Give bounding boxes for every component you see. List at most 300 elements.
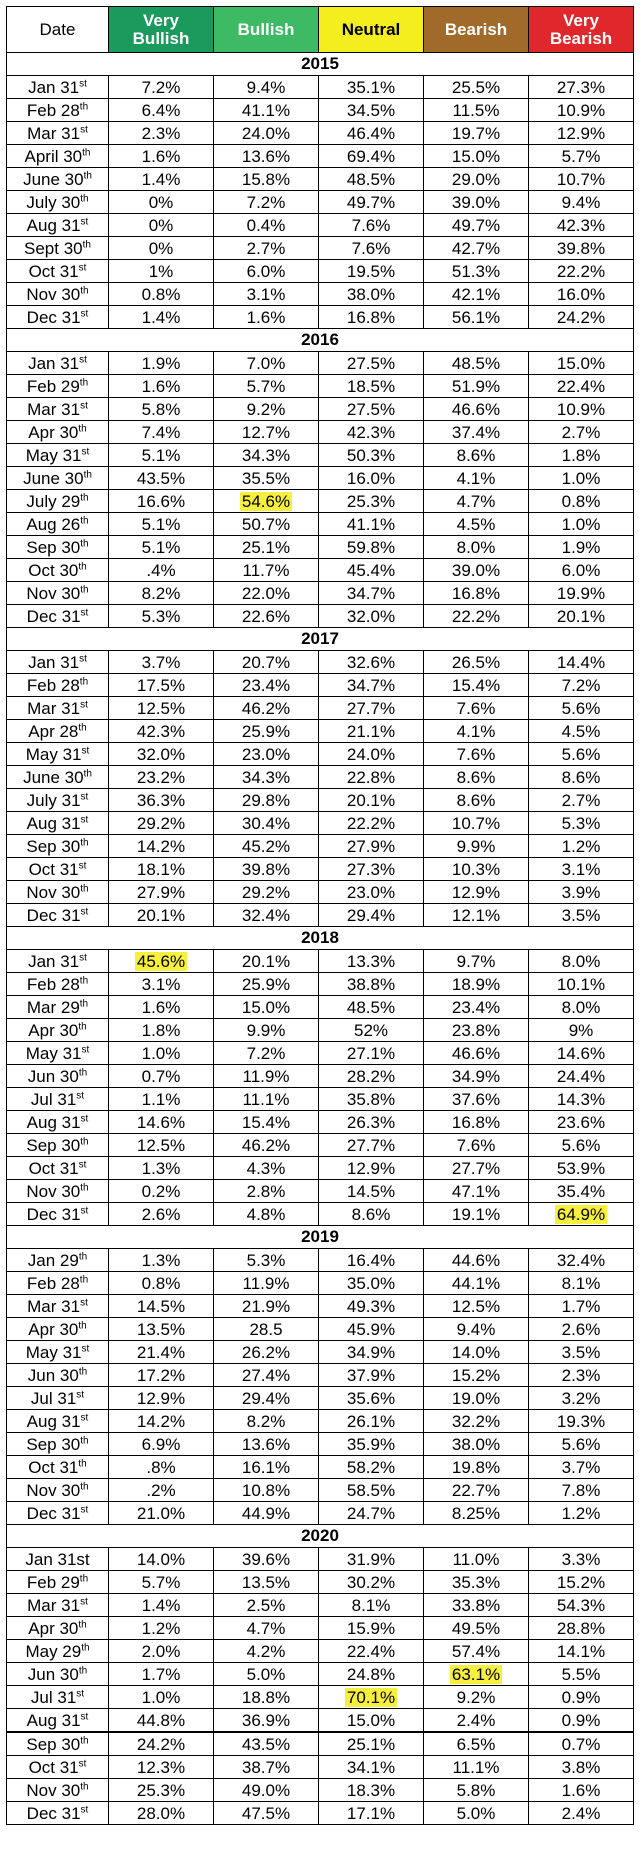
- date-text: June 30: [23, 468, 84, 488]
- value-cell: [109, 237, 214, 260]
- value-text: 12.5%: [136, 698, 186, 718]
- date-cell: [7, 1571, 109, 1594]
- date-text: Aug 31: [26, 1710, 81, 1730]
- value-cell: [529, 1433, 634, 1456]
- value-cell: [319, 283, 424, 306]
- date-suffix: st: [80, 606, 89, 618]
- value-cell: [424, 1802, 529, 1825]
- date-suffix: st: [80, 790, 89, 802]
- value-cell: [214, 306, 319, 329]
- date-suffix: th: [80, 1780, 89, 1792]
- table-row: [7, 1364, 634, 1387]
- value-text: 33.8%: [451, 1595, 501, 1615]
- date-cell: [7, 1042, 109, 1065]
- date-suffix: th: [78, 721, 87, 733]
- value-text: 49.0%: [241, 1780, 291, 1800]
- value-cell: [214, 1387, 319, 1410]
- date-text: Aug 31: [26, 813, 81, 833]
- date-suffix: th: [80, 583, 89, 595]
- value-text: 13.5%: [136, 1319, 186, 1339]
- value-cell: [109, 1709, 214, 1733]
- value-text: 9.2%: [246, 399, 286, 419]
- value-cell: [319, 996, 424, 1019]
- value-text: 29.2%: [136, 813, 186, 833]
- value-text: 30.2%: [346, 1572, 396, 1592]
- value-cell: [109, 904, 214, 927]
- value-cell: [529, 490, 634, 513]
- value-cell: [214, 1295, 319, 1318]
- value-cell: [109, 582, 214, 605]
- value-cell: [214, 996, 319, 1019]
- value-cell: [424, 1756, 529, 1779]
- table-row: [7, 444, 634, 467]
- value-cell: [214, 1341, 319, 1364]
- value-text: 16.0%: [346, 468, 396, 488]
- table-row: [7, 260, 634, 283]
- value-text: 43.5%: [136, 468, 186, 488]
- date-suffix: st: [81, 1342, 90, 1354]
- value-text: 5.8%: [141, 399, 181, 419]
- date-text: May 31: [25, 744, 82, 764]
- value-text: 27.5%: [346, 399, 396, 419]
- value-text: 5.6%: [561, 1434, 601, 1454]
- value-text: 8.6%: [561, 767, 601, 787]
- year-row: [7, 329, 634, 352]
- value-cell: [319, 1318, 424, 1341]
- value-text: 5.0%: [456, 1803, 496, 1823]
- value-cell: [214, 766, 319, 789]
- value-text: 10.7%: [451, 813, 501, 833]
- value-text: 22.8%: [346, 767, 396, 787]
- value-text: 4.1%: [456, 721, 496, 741]
- value-cell: [109, 674, 214, 697]
- value-text: 21.4%: [136, 1342, 186, 1362]
- value-text: 35.1%: [346, 77, 396, 97]
- date-text: Nov 30: [26, 1480, 81, 1500]
- value-text: 9.4%: [456, 1319, 496, 1339]
- value-cell: [319, 697, 424, 720]
- table-row: [7, 122, 634, 145]
- value-cell: [109, 444, 214, 467]
- value-text: 23.0%: [346, 882, 396, 902]
- value-cell: [319, 1364, 424, 1387]
- value-text: 2.5%: [246, 1595, 286, 1615]
- value-cell: [319, 858, 424, 881]
- value-cell: [109, 1180, 214, 1203]
- value-text: 7.6%: [351, 238, 391, 258]
- value-text: 37.4%: [451, 422, 501, 442]
- value-cell: [529, 1756, 634, 1779]
- date-text: Dec 31: [26, 307, 81, 327]
- value-text: 24.2%: [556, 307, 606, 327]
- value-text: 20.1%: [136, 905, 186, 925]
- date-text: Apr 28: [28, 721, 79, 741]
- table-row: [7, 99, 634, 122]
- value-text: 38.0%: [346, 284, 396, 304]
- value-text: 49.7%: [451, 215, 501, 235]
- value-text: 2.4%: [456, 1710, 496, 1730]
- value-text: 52%: [353, 1020, 389, 1040]
- date-text: Sept 30: [24, 238, 83, 258]
- date-cell: [7, 1502, 109, 1525]
- value-text: 1.0%: [141, 1687, 181, 1707]
- value-cell: [109, 605, 214, 628]
- value-cell: [424, 1295, 529, 1318]
- value-text: 3.2%: [561, 1388, 601, 1408]
- value-cell: [319, 513, 424, 536]
- value-text: 31.9%: [346, 1549, 396, 1569]
- value-cell: [214, 1686, 319, 1709]
- value-cell: [424, 1180, 529, 1203]
- table-row: [7, 1318, 634, 1341]
- value-cell: [424, 1410, 529, 1433]
- value-text: 24.0%: [241, 123, 291, 143]
- value-cell: [214, 145, 319, 168]
- value-cell: [214, 1019, 319, 1042]
- value-text: 1.0%: [561, 468, 601, 488]
- value-cell: [109, 306, 214, 329]
- value-cell: [319, 1433, 424, 1456]
- value-text: 1.7%: [561, 1296, 601, 1316]
- value-text: 1.3%: [141, 1250, 181, 1270]
- year-label: 2019: [7, 1226, 634, 1249]
- value-text: 34.5%: [346, 100, 396, 120]
- table-row: [7, 973, 634, 996]
- value-text: 15.0%: [556, 353, 606, 373]
- value-cell: [109, 812, 214, 835]
- date-suffix: st: [80, 1803, 89, 1815]
- value-text: 1.6%: [246, 307, 286, 327]
- date-suffix: st: [80, 1204, 89, 1216]
- year-label: 2017: [7, 628, 634, 651]
- value-cell: [319, 1502, 424, 1525]
- value-cell: [109, 858, 214, 881]
- value-cell: [424, 1272, 529, 1295]
- value-cell: [529, 191, 634, 214]
- value-text: 45.2%: [241, 836, 291, 856]
- value-cell: [109, 122, 214, 145]
- value-cell: [529, 398, 634, 421]
- value-text: 26.3%: [346, 1112, 396, 1132]
- value-cell: [529, 881, 634, 904]
- date-text: June 30: [23, 767, 84, 787]
- value-text: 8.6%: [456, 767, 496, 787]
- value-cell: [424, 1779, 529, 1802]
- value-text: 1.8%: [141, 1020, 181, 1040]
- date-suffix: st: [80, 1411, 89, 1423]
- value-text: 3.3%: [561, 1549, 601, 1569]
- value-text: 2.3%: [561, 1365, 601, 1385]
- date-suffix: st: [76, 1089, 85, 1101]
- value-text: 9.7%: [456, 951, 496, 971]
- value-cell: [109, 490, 214, 513]
- table-row: [7, 1065, 634, 1088]
- value-text: 2.3%: [141, 123, 181, 143]
- value-cell: [529, 674, 634, 697]
- table-row: [7, 1157, 634, 1180]
- date-suffix: st: [79, 353, 87, 365]
- date-text: Aug 31: [26, 1112, 81, 1132]
- value-text: 44.8%: [136, 1710, 186, 1730]
- value-text: 19.0%: [451, 1388, 501, 1408]
- date-text: Jan 29: [27, 1250, 79, 1270]
- value-cell: [529, 651, 634, 674]
- value-cell: [214, 904, 319, 927]
- value-text: 36.9%: [241, 1710, 291, 1730]
- value-cell: [319, 720, 424, 743]
- date-text: Aug 31: [26, 215, 81, 235]
- value-cell: [109, 789, 214, 812]
- value-cell: [109, 1456, 214, 1479]
- value-text: 44.1%: [451, 1273, 501, 1293]
- value-text: 5.6%: [561, 744, 601, 764]
- date-cell: [7, 1709, 109, 1733]
- value-cell: [529, 375, 634, 398]
- date-suffix: st: [79, 951, 87, 963]
- date-text: July 31: [26, 790, 81, 810]
- value-text: 8.6%: [351, 1204, 391, 1224]
- value-cell: [319, 1065, 424, 1088]
- value-text: 38.7%: [241, 1757, 291, 1777]
- date-suffix: th: [78, 560, 87, 572]
- date-cell: [7, 1065, 109, 1088]
- value-text: 41.1%: [346, 514, 396, 534]
- value-text: 27.1%: [346, 1043, 396, 1063]
- table-row: [7, 835, 634, 858]
- value-cell: [529, 1272, 634, 1295]
- date-cell: [7, 1756, 109, 1779]
- date-text: Jun 30: [27, 1664, 79, 1684]
- value-text: 20.1%: [556, 606, 606, 626]
- value-cell: [424, 1548, 529, 1571]
- value-text: 0.9%: [561, 1710, 601, 1730]
- date-cell: [7, 168, 109, 191]
- value-text: 21.9%: [241, 1296, 291, 1316]
- value-cell: [529, 835, 634, 858]
- value-text: 22.2%: [556, 261, 606, 281]
- value-cell: [319, 904, 424, 927]
- value-text: 21.0%: [136, 1503, 186, 1523]
- value-text: 10.7%: [556, 169, 606, 189]
- value-cell: [424, 375, 529, 398]
- value-text: 12.9%: [136, 1388, 186, 1408]
- value-text: 45.9%: [346, 1319, 396, 1339]
- date-suffix: th: [80, 882, 89, 894]
- value-text: 3.1%: [561, 859, 601, 879]
- value-cell: [109, 513, 214, 536]
- value-text: 11.0%: [452, 1549, 500, 1569]
- value-cell: [214, 881, 319, 904]
- value-cell: [214, 191, 319, 214]
- date-cell: [7, 513, 109, 536]
- date-text: Jan 31: [28, 652, 80, 672]
- date-text: Sep 30: [26, 836, 81, 856]
- value-cell: [319, 1663, 424, 1686]
- value-text: 24.4%: [556, 1066, 606, 1086]
- value-text: 12.9%: [556, 123, 606, 143]
- year-label: 2018: [7, 927, 634, 950]
- value-text: 0.4%: [246, 215, 286, 235]
- value-text: 12.9%: [346, 1158, 396, 1178]
- value-text: 23.6%: [556, 1112, 606, 1132]
- value-text: 27.7%: [451, 1158, 501, 1178]
- value-cell: [529, 214, 634, 237]
- table-row: [7, 283, 634, 306]
- value-text: 2.6%: [561, 1319, 601, 1339]
- value-text: 3.8%: [561, 1757, 601, 1777]
- value-cell: [424, 352, 529, 375]
- value-text: 6.4%: [141, 100, 181, 120]
- date-text: Dec 31: [26, 1503, 81, 1523]
- value-cell: [319, 789, 424, 812]
- value-cell: [529, 1318, 634, 1341]
- value-cell: [529, 720, 634, 743]
- value-cell: [214, 421, 319, 444]
- date-cell: [7, 1663, 109, 1686]
- value-text: 37.9%: [346, 1365, 396, 1385]
- value-text: 58.2%: [346, 1457, 396, 1477]
- value-cell: [214, 674, 319, 697]
- value-text: 16.0%: [556, 284, 606, 304]
- value-text: 3.1%: [246, 284, 286, 304]
- date-suffix: th: [78, 1066, 88, 1078]
- neutral-header: Neutral: [319, 7, 424, 53]
- highlighted-value: 70.1%: [346, 1687, 396, 1707]
- value-cell: [109, 766, 214, 789]
- year-label: 2016: [7, 329, 634, 352]
- value-text: 1.9%: [141, 353, 181, 373]
- date-suffix: th: [79, 675, 89, 687]
- value-cell: [214, 1479, 319, 1502]
- date-suffix: th: [79, 100, 89, 112]
- value-text: 14.0%: [136, 1549, 186, 1569]
- value-text: 4.5%: [561, 721, 601, 741]
- value-text: 58.5%: [346, 1480, 396, 1500]
- value-cell: [109, 283, 214, 306]
- value-cell: [424, 1663, 529, 1686]
- value-cell: [109, 1318, 214, 1341]
- value-cell: [529, 122, 634, 145]
- value-text: 19.1%: [451, 1204, 501, 1224]
- value-cell: [529, 1663, 634, 1686]
- value-cell: [109, 1594, 214, 1617]
- value-cell: [319, 1410, 424, 1433]
- value-text: 34.9%: [451, 1066, 501, 1086]
- value-text: 48.5%: [346, 997, 396, 1017]
- value-text: 27.3%: [556, 77, 606, 97]
- value-text: 9.4%: [561, 192, 601, 212]
- value-cell: [109, 375, 214, 398]
- value-cell: [529, 1640, 634, 1663]
- date-cell: [7, 398, 109, 421]
- value-text: 12.1%: [451, 905, 501, 925]
- date-text: Mar 29: [26, 997, 80, 1017]
- date-cell: [7, 1479, 109, 1502]
- value-cell: [424, 260, 529, 283]
- value-text: 39.0%: [451, 192, 501, 212]
- value-cell: [319, 973, 424, 996]
- value-text: 25.3%: [136, 1780, 186, 1800]
- date-suffix: th: [79, 1572, 89, 1584]
- date-cell: [7, 789, 109, 812]
- value-text: 27.4%: [241, 1365, 291, 1385]
- value-cell: [529, 260, 634, 283]
- value-text: 29.4%: [241, 1388, 291, 1408]
- date-cell: [7, 881, 109, 904]
- value-cell: [424, 1456, 529, 1479]
- value-cell: [319, 352, 424, 375]
- value-text: 13.3%: [346, 951, 396, 971]
- value-text: 25.1%: [241, 537, 291, 557]
- date-text: Mar 31: [27, 698, 81, 718]
- table-row: [7, 904, 634, 927]
- value-text: 2.7%: [246, 238, 286, 258]
- value-cell: [319, 1387, 424, 1410]
- value-text: 12.7%: [241, 422, 291, 442]
- date-text: Feb 28: [26, 974, 80, 994]
- table-row: [7, 996, 634, 1019]
- value-cell: [529, 1617, 634, 1640]
- table-row: [7, 1341, 634, 1364]
- date-suffix: st: [76, 1388, 85, 1400]
- value-text: 27.9%: [136, 882, 186, 902]
- value-cell: [529, 559, 634, 582]
- table-row: [7, 398, 634, 421]
- value-cell: [109, 720, 214, 743]
- table-row: [7, 536, 634, 559]
- value-cell: [109, 1272, 214, 1295]
- value-cell: [319, 1295, 424, 1318]
- value-text: 44.6%: [451, 1250, 501, 1270]
- value-cell: [529, 99, 634, 122]
- table-row: [7, 214, 634, 237]
- year-row: [7, 53, 634, 76]
- value-text: 17.5%: [136, 675, 186, 695]
- value-text: 15.0%: [241, 997, 291, 1017]
- value-cell: [424, 812, 529, 835]
- value-cell: [214, 1640, 319, 1663]
- date-text: Dec 31: [26, 905, 81, 925]
- value-text: 4.8%: [246, 1204, 286, 1224]
- value-text: 19.8%: [451, 1457, 501, 1477]
- value-text: 29.8%: [241, 790, 291, 810]
- value-text: 45.4%: [346, 560, 396, 580]
- table-row: [7, 1732, 634, 1756]
- date-suffix: th: [80, 514, 89, 526]
- value-text: 3.5%: [561, 905, 601, 925]
- value-text: 5.8%: [456, 1780, 496, 1800]
- highlighted-value: 64.9%: [556, 1204, 606, 1224]
- value-text: 7.6%: [456, 698, 496, 718]
- value-text: 7.8%: [561, 1480, 601, 1500]
- value-text: 0.2%: [141, 1181, 181, 1201]
- date-cell: [7, 766, 109, 789]
- date-suffix: th: [83, 468, 92, 480]
- table-row: [7, 881, 634, 904]
- highlighted-value: 45.6%: [136, 951, 186, 971]
- date-suffix: st: [80, 399, 88, 411]
- date-cell: [7, 1318, 109, 1341]
- value-cell: [214, 1272, 319, 1295]
- value-text: 7.4%: [141, 422, 181, 442]
- value-text: 35.4%: [556, 1181, 606, 1201]
- table-row: [7, 1640, 634, 1663]
- value-cell: [109, 996, 214, 1019]
- value-text: 8.0%: [561, 997, 601, 1017]
- value-text: 37.6%: [451, 1089, 501, 1109]
- date-cell: [7, 812, 109, 835]
- value-cell: [424, 1433, 529, 1456]
